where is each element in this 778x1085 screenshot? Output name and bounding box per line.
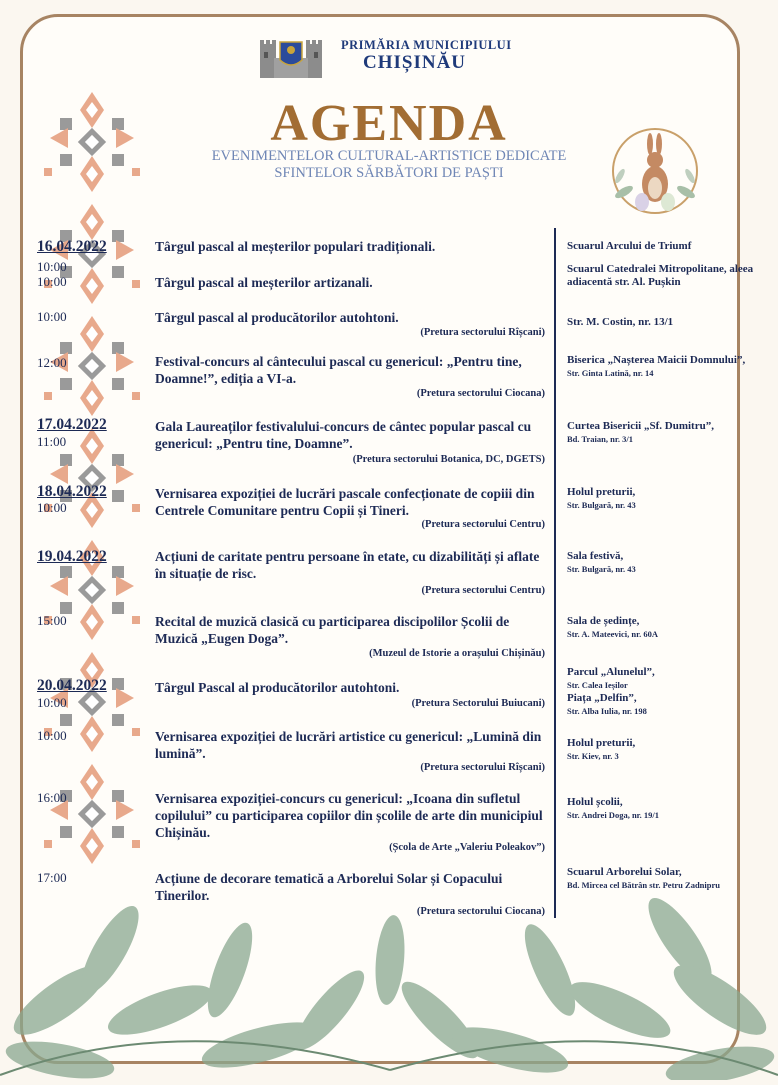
location-name: Holul preturii,: [567, 486, 636, 498]
event-title: Târgul Pascal al producătorilor autohtoni.: [155, 680, 400, 695]
location-address: Bd. Mircea cel Bătrân str. Petru Zadnipru: [567, 880, 720, 890]
event-title: Gala Laureaților festivalului-concurs de cântec popular pascal cu genericul: „Pentru tine, Doamne”.: [155, 419, 532, 451]
event-organizer: (Școla de Arte „Valeriu Poleakov”): [389, 842, 545, 853]
location-address: Str. Calea Ieșilor: [567, 680, 628, 690]
date-label: 16.04.2022: [37, 238, 107, 255]
event-location: [567, 316, 757, 329]
location-name: Scuarul Arborelui Solar,: [567, 866, 682, 878]
event-title: Vernisarea expoziției de lucrări artistice cu genericul: „Lumină din lumină”.: [155, 729, 542, 761]
event-organizer: (Pretura sectorului Centru): [421, 585, 545, 596]
event-title: Recital de muzică clasică cu participarea discipolilor Școlii de Muzică „Eugen Doga”.: [155, 614, 510, 646]
event-title: Vernisarea expoziției de lucrări pascale confecționate de copiii din Centrele Comunitare pentru Copii și Tineri.: [155, 486, 535, 518]
event-location: [567, 354, 757, 380]
location-name: Curtea Bisericii „Sf. Dumitru”,: [567, 420, 714, 432]
event-organizer: (Muzeul de Istorie a orașului Chișinău): [369, 648, 545, 659]
date-label: 19.04.2022: [37, 548, 107, 565]
location-name: Parcul „Alunelul”,: [567, 666, 655, 678]
event-location: [567, 240, 757, 253]
event-organizer: (Pretura sectorului Rîșcani): [420, 762, 545, 773]
location-address: Str. Andrei Doga, nr. 19/1: [567, 810, 660, 820]
event-title: Târgul pascal al producătorilor autohtoni.: [155, 310, 399, 325]
location-name: Holul preturii,: [567, 737, 636, 749]
event-organizer: (Pretura Sectorului Buiucani): [411, 698, 545, 709]
event-title: Acțiuni de caritate pentru persoane în etate, cu dizabilități și aflate în situație de risc.: [155, 549, 540, 581]
event-organizer: (Pretura sectorului Botanica, DC, DGETS): [352, 454, 545, 465]
location-address: Str. A. Mateevici, nr. 60A: [567, 629, 658, 639]
event-location: [567, 796, 757, 822]
coat-of-arms-icon: [258, 36, 324, 80]
event-location: [567, 420, 757, 446]
location-address: Str. Ginta Latină, nr. 14: [567, 368, 654, 378]
event-location: [567, 666, 757, 718]
location-name: Sala de ședințe,: [567, 615, 640, 627]
time-label: 10:00: [37, 500, 67, 515]
event-organizer: (Pretura sectorului Centru): [421, 519, 545, 530]
location-name: Holul școlii,: [567, 796, 623, 808]
time-label: 17:00: [37, 870, 67, 885]
event-organizer: (Pretura sectorului Ciocana): [416, 906, 545, 917]
event-organizer: (Pretura sectorului Rîșcani): [420, 327, 545, 338]
location-name: Scuarul Catedralei Mitropolitane, aleea adiacentă str. Al. Pușkin: [567, 263, 754, 288]
event-title: Festival-concurs al cântecului pascal cu genericul: „Pentru tine, Doamne!”, ediția a VI-a.: [155, 354, 522, 386]
municipality-label: PRIMĂRIA MUNICIPIULUI: [341, 38, 512, 52]
location-address: Str. Bulgară, nr. 43: [567, 500, 636, 510]
subtitle-line-1: EVENIMENTELOR CULTURAL-ARTISTICE DEDICATE: [211, 148, 567, 164]
event-organizer: (Pretura sectorului Ciocana): [416, 388, 545, 399]
time-label: 10:00: [37, 259, 67, 274]
time-label: 11:00: [37, 434, 67, 449]
event-location: [567, 737, 757, 763]
location-name: Sala festivă,: [567, 550, 624, 562]
event-location: [567, 486, 757, 512]
location-name-2: Piața „Delfin”,: [567, 692, 637, 704]
location-name: Biserica „Nașterea Maicii Domnului”,: [567, 354, 746, 366]
event-location: [567, 550, 757, 576]
location-name: Str. M. Costin, nr. 13/1: [567, 316, 674, 328]
subtitle-line-2: SFINTELOR SĂRBĂTORI DE PAȘTI: [274, 165, 504, 181]
event-title: Vernisarea expoziției-concurs cu genericul: „Icoana din sufletul copilului” cu participarea copiilor din școlile de arte din municipiul Chișinău.: [155, 791, 543, 840]
column-divider: [554, 228, 556, 918]
time-label: 16:00: [37, 790, 67, 805]
location-address-2: Str. Alba Iulia, nr. 198: [567, 706, 647, 716]
embroidery-ornament: [40, 88, 144, 868]
time-label: 10:00: [37, 309, 67, 324]
easter-bunny-wreath-icon: [606, 122, 704, 220]
event-location: [567, 263, 757, 289]
location-address: Str. Kiev, nr. 3: [567, 751, 619, 761]
date-label: 18.04.2022: [37, 483, 107, 500]
time-label: 10:00: [37, 274, 67, 289]
date-label: 17.04.2022: [37, 416, 107, 433]
time-label: 15:00: [37, 613, 67, 628]
location-address: Str. Bulgară, nr. 43: [567, 564, 636, 574]
event-title: Acțiune de decorare tematică a Arborelui Solar și Copacului Tinerilor.: [155, 871, 503, 903]
time-label: 10:00: [37, 695, 67, 710]
event-location: [567, 615, 757, 641]
date-label: 20.04.2022: [37, 677, 107, 694]
time-label: 10:00: [37, 728, 67, 743]
event-title: Târgul pascal al meșterilor artizanali.: [155, 275, 373, 290]
location-name: Scuarul Arcului de Triumf: [567, 240, 692, 252]
time-label: 12:00: [37, 355, 67, 370]
city-name: CHIȘINĂU: [363, 52, 467, 73]
location-address: Bd. Traian, nr. 3/1: [567, 434, 633, 444]
event-title: Târgul pascal al meșterilor populari tradiționali.: [155, 239, 436, 254]
leaves-decoration: [0, 860, 778, 1080]
page-title: AGENDA: [270, 95, 508, 152]
